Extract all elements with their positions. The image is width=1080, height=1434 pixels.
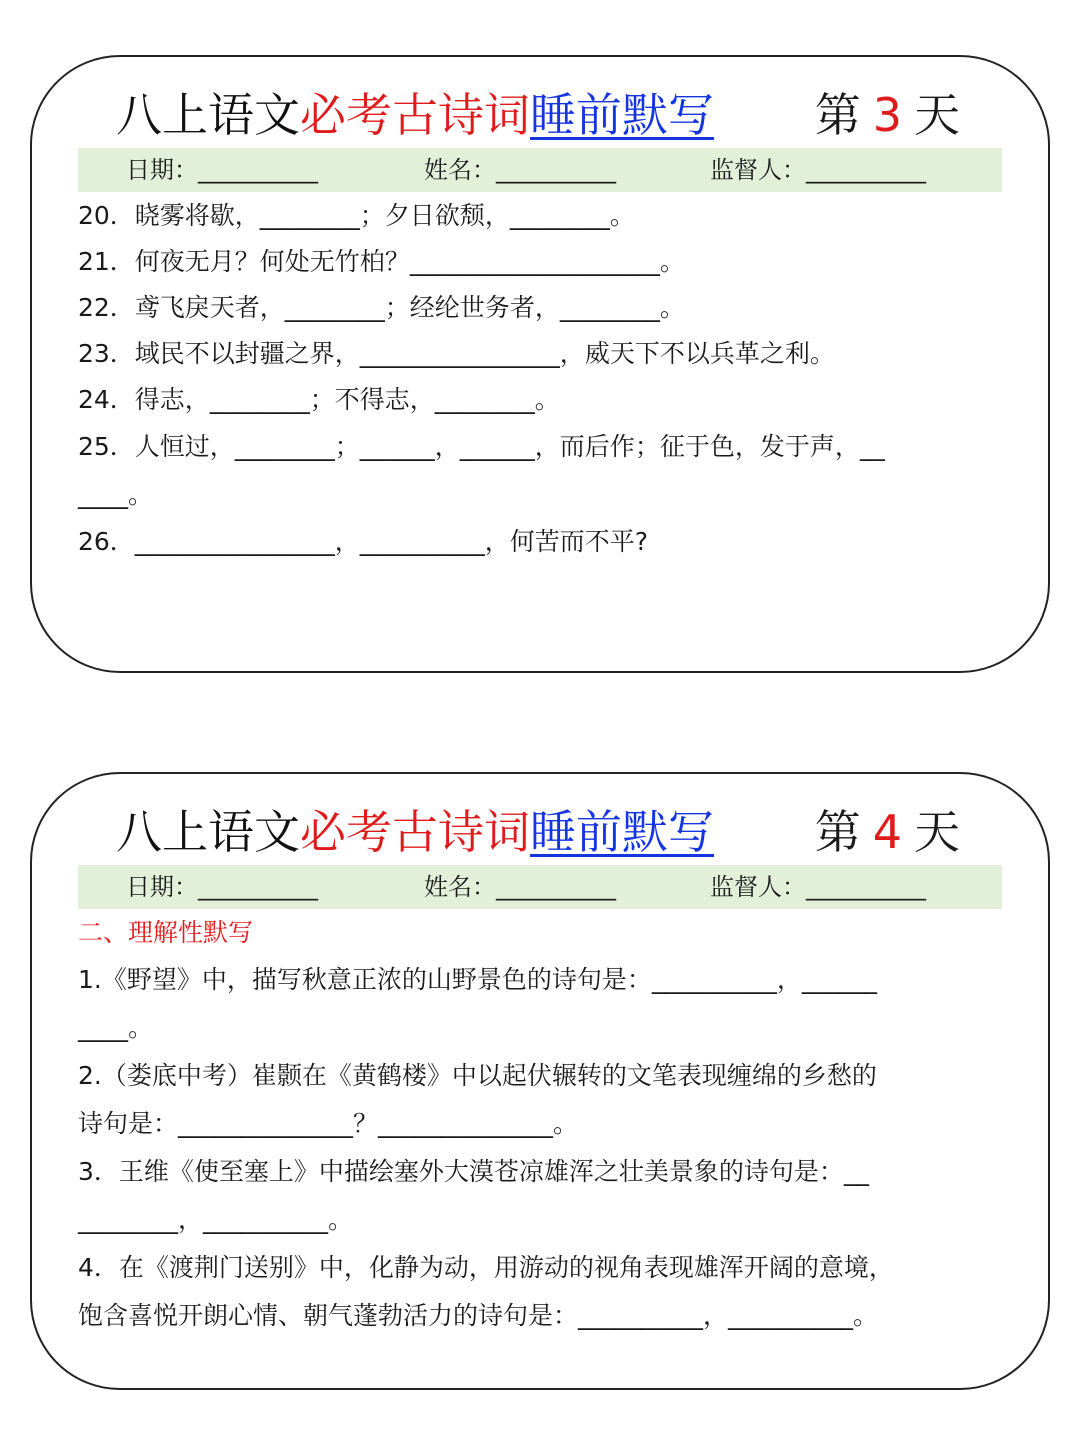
question-line: 26．________________，__________，何苦而不平? — [78, 527, 649, 556]
day-suffix: 天 — [914, 805, 960, 859]
question-line: 4．在《渡荆门送别》中，化静为动，用游动的视角表现雄浑开阔的意境， — [78, 1253, 894, 1282]
question-line-continued: ____。 — [78, 1013, 154, 1042]
question-line: 25．人恒过，________；______，______，而后作；征于色，发于声，__ — [78, 432, 885, 461]
question-line-continued: 诗句是：______________？______________。 — [78, 1109, 579, 1138]
question-line: 2.（娄底中考）崔颢在《黄鹤楼》中以起伏辗转的文笔表现缠绵的乡愁的 — [78, 1061, 877, 1090]
card-title — [116, 83, 968, 147]
section-heading: 二、理解性默写 — [78, 918, 254, 947]
title-grade-subject: 八上语文 — [116, 805, 300, 859]
supervisor-field[interactable]: 监督人：__________ — [710, 156, 926, 184]
question-line: 20．晓雾将歇，________；夕日欲颓，________。 — [78, 201, 635, 230]
day-prefix: 第 — [814, 88, 861, 142]
name-field[interactable]: 姓名：__________ — [424, 156, 616, 184]
name-field[interactable]: 姓名：__________ — [424, 873, 616, 901]
day-prefix: 第 — [814, 805, 861, 859]
question-line: 3．王维《使至塞上》中描绘塞外大漠苍凉雄浑之壮美景象的诗句是：__ — [78, 1157, 869, 1186]
day-number: 3 — [872, 88, 902, 142]
title-bedtime-dictation: 睡前默写 — [530, 88, 714, 142]
question-line-continued: ________，__________。 — [78, 1205, 354, 1234]
question-line: 23．域民不以封疆之界，________________，威天下不以兵革之利。 — [78, 339, 835, 368]
day-suffix: 天 — [914, 88, 960, 142]
dictation-card-day-3 — [30, 55, 1050, 673]
dictation-card-day-4 — [30, 772, 1050, 1390]
title-poetry: 必考古诗词 — [300, 88, 530, 142]
question-line-continued: 饱含喜悦开朗心情、朝气蓬勃活力的诗句是：__________，__________。 — [78, 1301, 879, 1330]
day-label — [815, 83, 960, 147]
question-line-continued: ____。 — [78, 480, 154, 509]
day-number: 4 — [872, 805, 902, 859]
question-line: 24．得志，________；不得志，________。 — [78, 385, 560, 414]
card-title — [116, 800, 968, 864]
info-bar — [78, 865, 1002, 909]
day-label — [815, 800, 960, 864]
title-bedtime-dictation: 睡前默写 — [530, 805, 714, 859]
title-grade-subject: 八上语文 — [116, 88, 300, 142]
date-field[interactable]: 日期：__________ — [126, 873, 318, 901]
info-bar — [78, 148, 1002, 192]
title-poetry: 必考古诗词 — [300, 805, 530, 859]
supervisor-field[interactable]: 监督人：__________ — [710, 873, 926, 901]
question-line: 1.《野望》中，描写秋意正浓的山野景色的诗句是：__________，______ — [78, 965, 877, 994]
date-field[interactable]: 日期：__________ — [126, 156, 318, 184]
question-list — [78, 193, 1002, 565]
question-line: 22．鸢飞戾天者，________；经纶世务者，________。 — [78, 293, 685, 322]
question-list — [78, 910, 1002, 1340]
question-line: 21．何夜无月？何处无竹柏？____________________。 — [78, 247, 685, 276]
